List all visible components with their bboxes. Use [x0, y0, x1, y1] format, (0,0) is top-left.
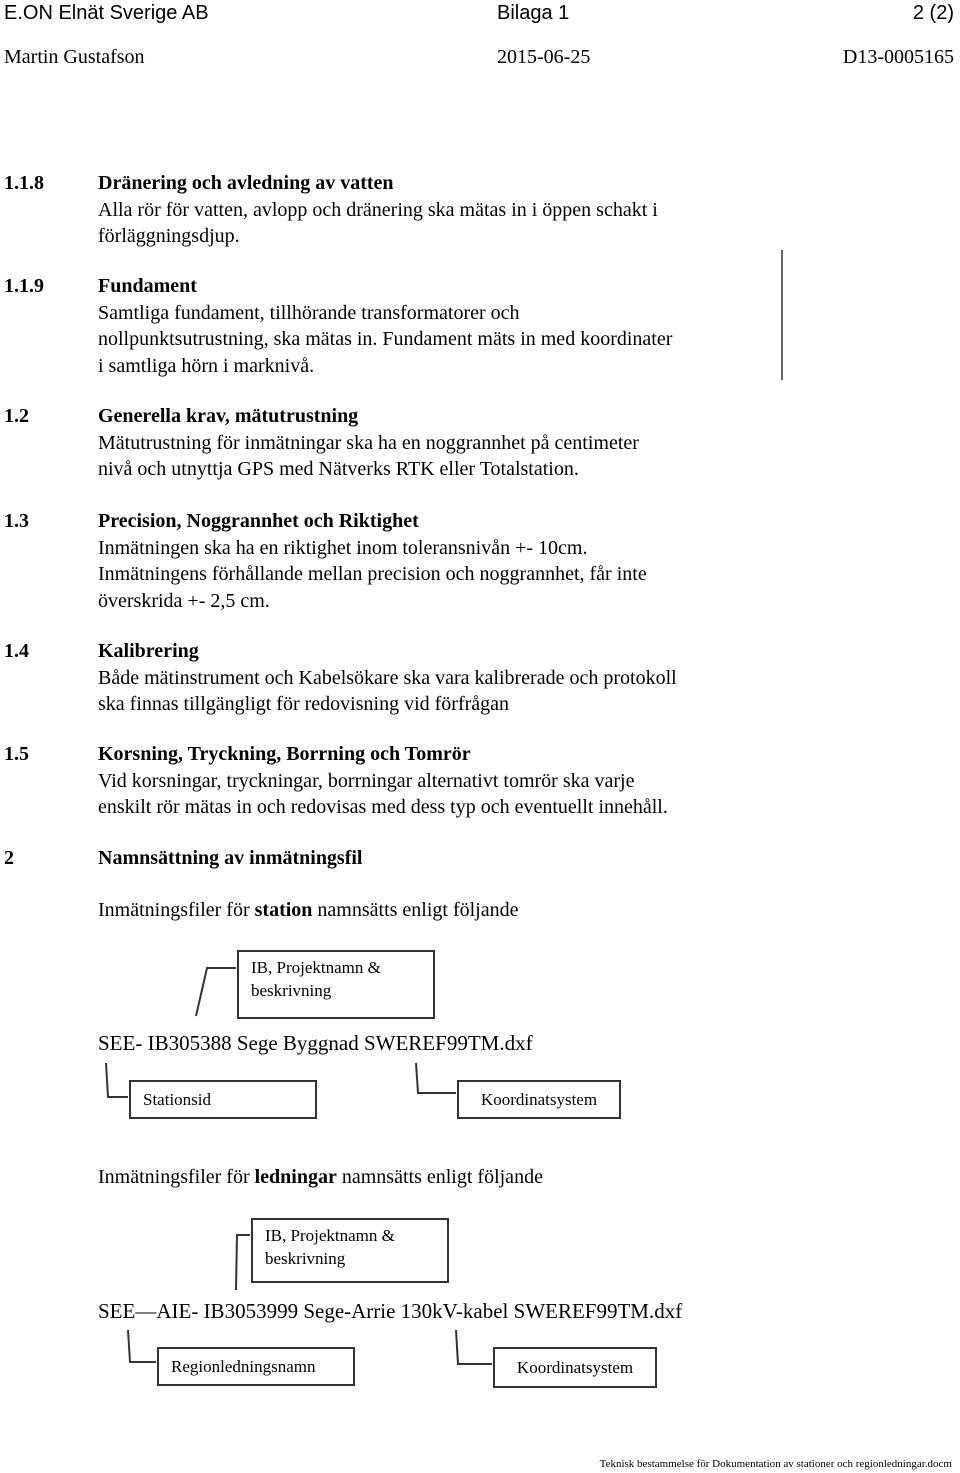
attachment-label: Bilaga 1 — [497, 2, 570, 24]
section-heading: Namnsättning av inmätningsfil — [98, 847, 363, 869]
connector-line — [128, 1330, 156, 1362]
callout-box-project-description: IB, Projektnamn & beskrivning — [237, 950, 435, 1019]
section-line: enskilt rör mätas in och redovisas med dess typ och eventuellt innehåll. — [98, 796, 668, 818]
section-calibration — [98, 638, 798, 718]
section-equipment-requirements — [98, 403, 798, 483]
connector-line — [456, 1330, 492, 1364]
section-heading: Precision, Noggrannhet och Riktighet — [98, 510, 419, 532]
connector-line — [196, 968, 236, 1016]
callout-box-project-description: IB, Projektnamn & beskrivning — [251, 1218, 449, 1283]
document-date: 2015-06-25 — [497, 46, 591, 68]
section-line: ska finnas tillgängligt för redovisning vid förfrågan — [98, 693, 510, 715]
section-line: nollpunktsutrustning, ska mätas in. Fundament mäts in med koordinater — [98, 328, 673, 350]
section-line: förläggningsdjup. — [98, 225, 240, 247]
line-naming-lead: Inmätningsfiler för ledningar namnsätts enligt följande — [98, 1166, 543, 1188]
section-line: Inmätningens förhållande mellan precision och noggrannhet, får inte — [98, 563, 647, 585]
page-header — [0, 0, 960, 70]
section-line: Vid korsningar, tryckningar, borrningar alternativt tomrör ska varje — [98, 769, 635, 792]
section-number: 1.2 — [4, 405, 29, 427]
page-number: 2 (2) — [912, 2, 954, 24]
connector-line — [236, 1235, 250, 1290]
section-crossing — [98, 741, 798, 821]
section-heading: Generella krav, mätutrustning — [98, 405, 359, 427]
section-heading: Dränering och avledning av vatten — [98, 172, 394, 194]
section-precision — [98, 508, 798, 614]
callout-box-coordinate-system: Koordinatsystem — [493, 1347, 657, 1388]
section-line: Samtliga fundament, tillhörande transformatorer och — [98, 301, 520, 324]
line-filename-example: SEE—AIE- IB3053999 Sege-Arrie 130kV-kabel SWEREF99TM.dxf — [98, 1299, 683, 1323]
section-line: Mätutrustning för inmätningar ska ha en noggrannhet på centimeter — [98, 431, 639, 454]
section-line: överskrida +- 2,5 cm. — [98, 589, 270, 612]
section-line: nivå och utnyttja GPS med Nätverks RTK eller Totalstation. — [98, 458, 579, 480]
section-line: Både mätinstrument och Kabelsökare ska vara kalibrerade och protokoll — [98, 666, 677, 689]
section-file-naming — [98, 845, 798, 872]
connector-line — [416, 1063, 456, 1093]
callout-box-line-name: Regionledningsnamn — [157, 1347, 355, 1386]
station-filename-example: SEE- IB305388 Sege Byggnad SWEREF99TM.dxf — [98, 1031, 533, 1055]
section-number: 1.1.9 — [4, 275, 44, 297]
station-naming-lead: Inmätningsfiler för station namnsätts enligt följande — [98, 899, 519, 921]
section-line: Inmätningen ska ha en riktighet inom toleransnivån +- 10cm. — [98, 536, 588, 559]
section-number: 2 — [4, 847, 14, 869]
company-name: E.ON Elnät Sverige AB — [4, 2, 209, 24]
connector-line — [106, 1063, 128, 1097]
section-heading: Korsning, Tryckning, Borrning och Tomrör — [98, 743, 471, 765]
section-number: 1.1.8 — [4, 172, 44, 194]
section-heading: Fundament — [98, 275, 197, 297]
section-drainage — [98, 170, 798, 250]
page-footer: Teknisk bestammelse för Dokumentation av stationer och regionledningar.docm — [599, 1458, 952, 1470]
section-number: 1.4 — [4, 640, 29, 662]
callout-box-station-id: Stationsid — [129, 1080, 317, 1119]
section-line: Alla rör för vatten, avlopp och dränering ska mätas in i öppen schakt i — [98, 198, 658, 221]
section-number: 1.3 — [4, 510, 29, 532]
callout-box-coordinate-system: Koordinatsystem — [457, 1080, 621, 1119]
section-foundation — [98, 273, 798, 379]
section-number: 1.5 — [4, 743, 29, 765]
document-id: D13-0005165 — [842, 46, 954, 68]
section-heading: Kalibrering — [98, 640, 199, 662]
section-line: i samtliga hörn i marknivå. — [98, 354, 315, 377]
author-name: Martin Gustafson — [4, 46, 145, 68]
